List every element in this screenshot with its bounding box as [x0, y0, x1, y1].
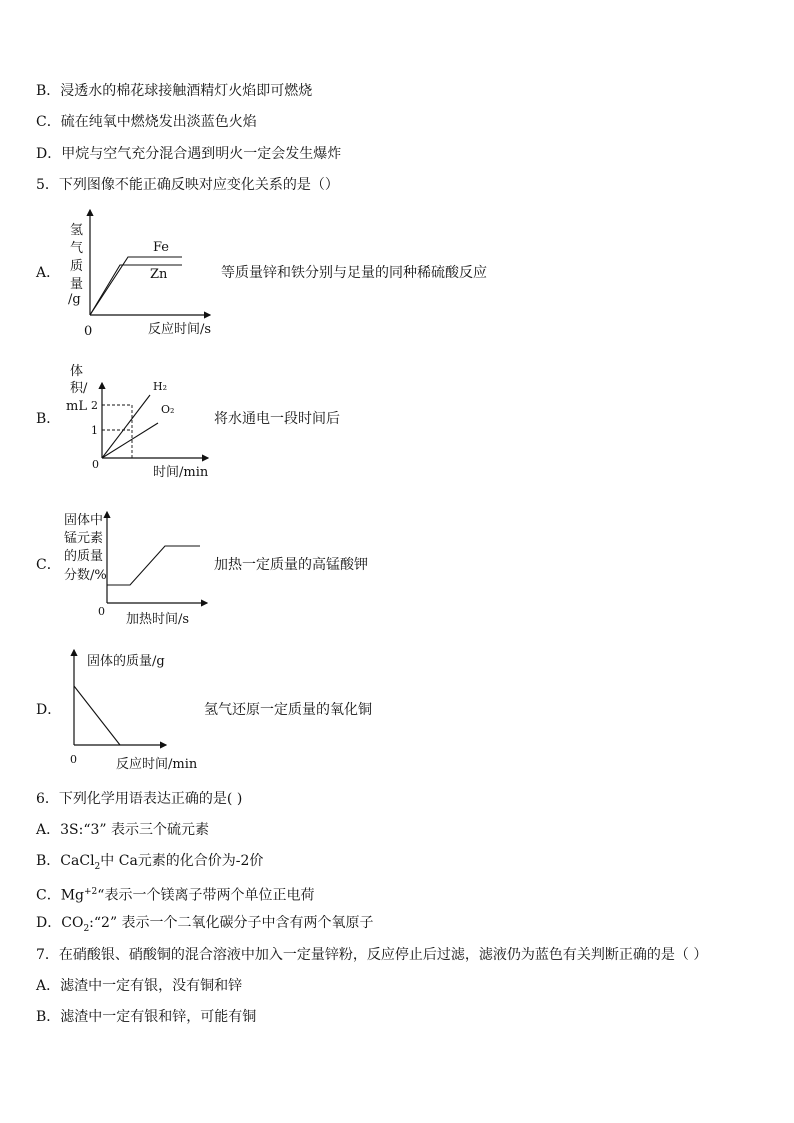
x-axis-label: 反应时间/s — [148, 322, 212, 337]
q5-graph-a — [60, 205, 230, 344]
ylabel-unit: mL — [66, 399, 87, 414]
origin-label: 0 — [98, 605, 105, 618]
series-line — [107, 546, 200, 585]
q6-option-a: A．3S:“3” 表示三个硫元素 — [36, 822, 210, 838]
ylabel-char: 气 — [70, 241, 84, 256]
ylabel-char: 分数/% — [64, 568, 107, 583]
series-h2-label: H₂ — [153, 380, 168, 393]
ylabel-char: 积/ — [70, 381, 88, 396]
origin-label: 0 — [70, 753, 77, 766]
q6-option-c: C．$Mg^{+2}“$表示一个镁离子带两个单位正电荷 — [36, 887, 315, 904]
q6-option-b: B．CaCl$_2$中 Ca元素的化合价为-2价 — [36, 853, 264, 872]
series-h2-line — [102, 395, 150, 458]
x-axis-label: 加热时间/s — [126, 612, 190, 627]
ylabel-char: 量 — [70, 277, 84, 292]
q5-option-c-letter: C． — [36, 557, 61, 573]
q5-graph-c — [60, 510, 220, 634]
origin-label: 0 — [84, 324, 93, 339]
ylabel-char: 固体中 — [64, 513, 104, 528]
series-o2-line — [102, 423, 158, 458]
q5-option-a-desc: 等质量锌和铁分别与足量的同种稀硫酸反应 — [221, 265, 487, 281]
ylabel-char: 锰元素 — [64, 531, 104, 546]
q5-option-a-letter: A． — [36, 265, 61, 281]
x-axis-label: 时间/min — [153, 465, 209, 480]
q7-option-a: A．滤渣中一定有银，没有铜和锌 — [36, 978, 243, 994]
ytick-2: 2 — [91, 399, 98, 412]
q6-stem: 6．下列化学用语表达正确的是( ) — [36, 791, 243, 807]
ylabel-unit: /g — [68, 292, 81, 307]
x-axis-label: 反应时间/min — [116, 757, 198, 772]
q7-option-b: B．滤渣中一定有银和锌，可能有铜 — [36, 1009, 257, 1025]
y-axis-label: 固体的质量/g — [87, 654, 165, 669]
series-line — [74, 686, 120, 745]
series-o2-label: O₂ — [161, 403, 175, 416]
q5-option-b-desc: 将水通电一段时间后 — [214, 411, 340, 427]
option-c-prev: C．硫在纯氧中燃烧发出淡蓝色火焰 — [36, 114, 257, 130]
option-d-prev: D．甲烷与空气充分混合遇到明火一定会发生爆炸 — [36, 146, 342, 162]
ylabel-char: 的质量 — [64, 549, 104, 564]
series-zn-line — [90, 265, 182, 315]
option-b-prev: B．浸透水的棉花球接触酒精灯火焰即可燃烧 — [36, 83, 313, 99]
series-fe-label: Fe — [153, 240, 170, 255]
ylabel-char: 体 — [70, 364, 84, 379]
q5-option-c-desc: 加热一定质量的高锰酸钾 — [214, 557, 368, 573]
q6-option-d: D．$CO_2:“2$” 表示一个二氧化碳分子中含有两个氧原子 — [36, 915, 374, 934]
q5-graph-b — [60, 355, 220, 489]
q7-stem: 7．在硝酸银、硝酸铜的混合溶液中加入一定量锌粉，反应停止后过滤，滤液仍为蓝色有关判断正确的是（ ） — [36, 947, 708, 963]
ytick-1: 1 — [91, 424, 98, 437]
q5-option-b-letter: B． — [36, 411, 61, 427]
ylabel-char: 氢 — [70, 223, 84, 238]
ylabel-char: 质 — [70, 259, 84, 274]
q5-option-d-letter: D． — [36, 702, 62, 718]
origin-label: 0 — [92, 458, 99, 471]
q5-option-d-desc: 氢气还原一定质量的氧化铜 — [204, 702, 372, 718]
series-zn-label: Zn — [150, 267, 168, 282]
series-fe-line — [90, 257, 182, 315]
q5-stem: 5．下列图像不能正确反映对应变化关系的是（） — [36, 177, 339, 193]
